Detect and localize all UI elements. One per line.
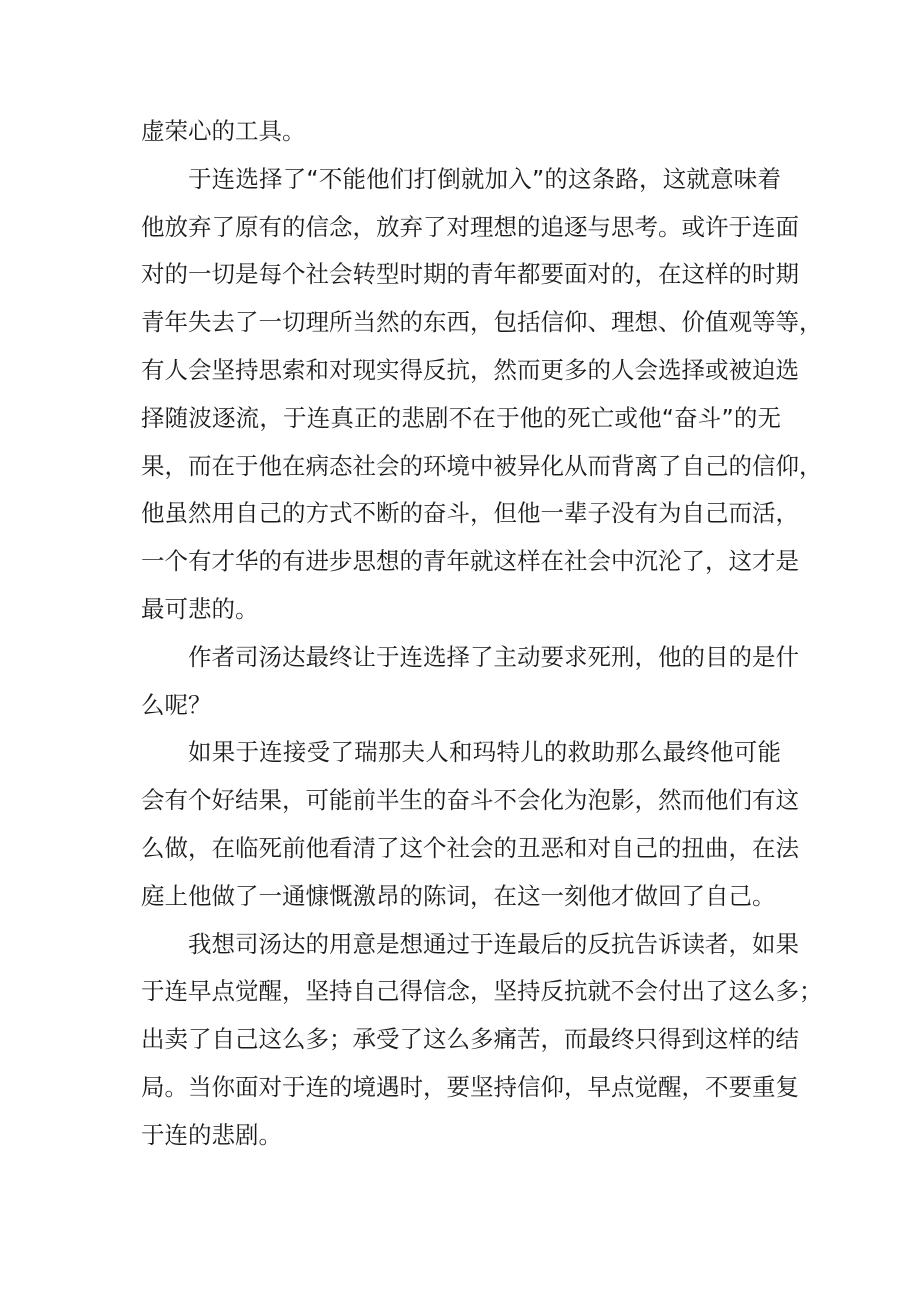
text-line: 他放弃了原有的信念，放弃了对理想的追逐与思考。或许于连面 — [141, 212, 799, 241]
text-line: 会有个好结果，可能前半生的奋斗不会化为泡影，然而他们有这 — [141, 786, 799, 815]
text-line: 果，而在于他在病态社会的环境中被异化从而背离了自己的信仰， — [141, 451, 823, 480]
text-line: 有人会坚持思索和对现实得反抗，然而更多的人会选择或被迫选 — [141, 355, 799, 384]
text-line: 于连选择了“不能他们打倒就加入”的这条路，这就意味着 — [188, 164, 781, 193]
text-line: 如果于连接受了瑞那夫人和玛特儿的救助那么最终他可能 — [188, 738, 781, 767]
text-line: 么做，在临死前他看清了这个社会的丑恶和对自己的扭曲，在法 — [141, 833, 799, 862]
text-line: 出卖了自己这么多；承受了这么多痛苦，而最终只得到这样的结 — [141, 1025, 799, 1054]
text-line: 我想司汤达的用意是想通过于连最后的反抗告诉读者，如果 — [188, 929, 799, 958]
text-line: 青年失去了一切理所当然的东西，包括信仰、理想、价值观等等， — [141, 308, 823, 337]
text-line: 他虽然用自己的方式不断的奋斗，但他一辈子没有为自己而活， — [141, 499, 799, 528]
text-line: 一个有才华的有进步思想的青年就这样在社会中沉沦了，这才是 — [141, 547, 799, 576]
text-line: 作者司汤达最终让于连选择了主动要求死刑，他的目的是什 — [188, 642, 799, 671]
text-line: 庭上他做了一通慷慨激昂的陈词，在这一刻他才做回了自己。 — [141, 881, 776, 910]
text-line: 最可悲的。 — [141, 594, 259, 623]
text-line: 虚荣心的工具。 — [141, 117, 306, 145]
text-line: 择随波逐流，于连真正的悲剧不在于他的死亡或他“奋斗”的无 — [141, 403, 781, 432]
text-line: 对的一切是每个社会转型时期的青年都要面对的，在这样的时期 — [141, 260, 799, 289]
text-line: 于连的悲剧。 — [141, 1120, 282, 1149]
text-line: 于连早点觉醒，坚持自己得信念，坚持反抗就不会付出了这么多； — [141, 977, 823, 1006]
body-text — [141, 108, 823, 1160]
text-line: 么呢？ — [141, 690, 212, 719]
text-line: 局。当你面对于连的境遇时，要坚持信仰，早点觉醒，不要重复 — [141, 1072, 799, 1101]
